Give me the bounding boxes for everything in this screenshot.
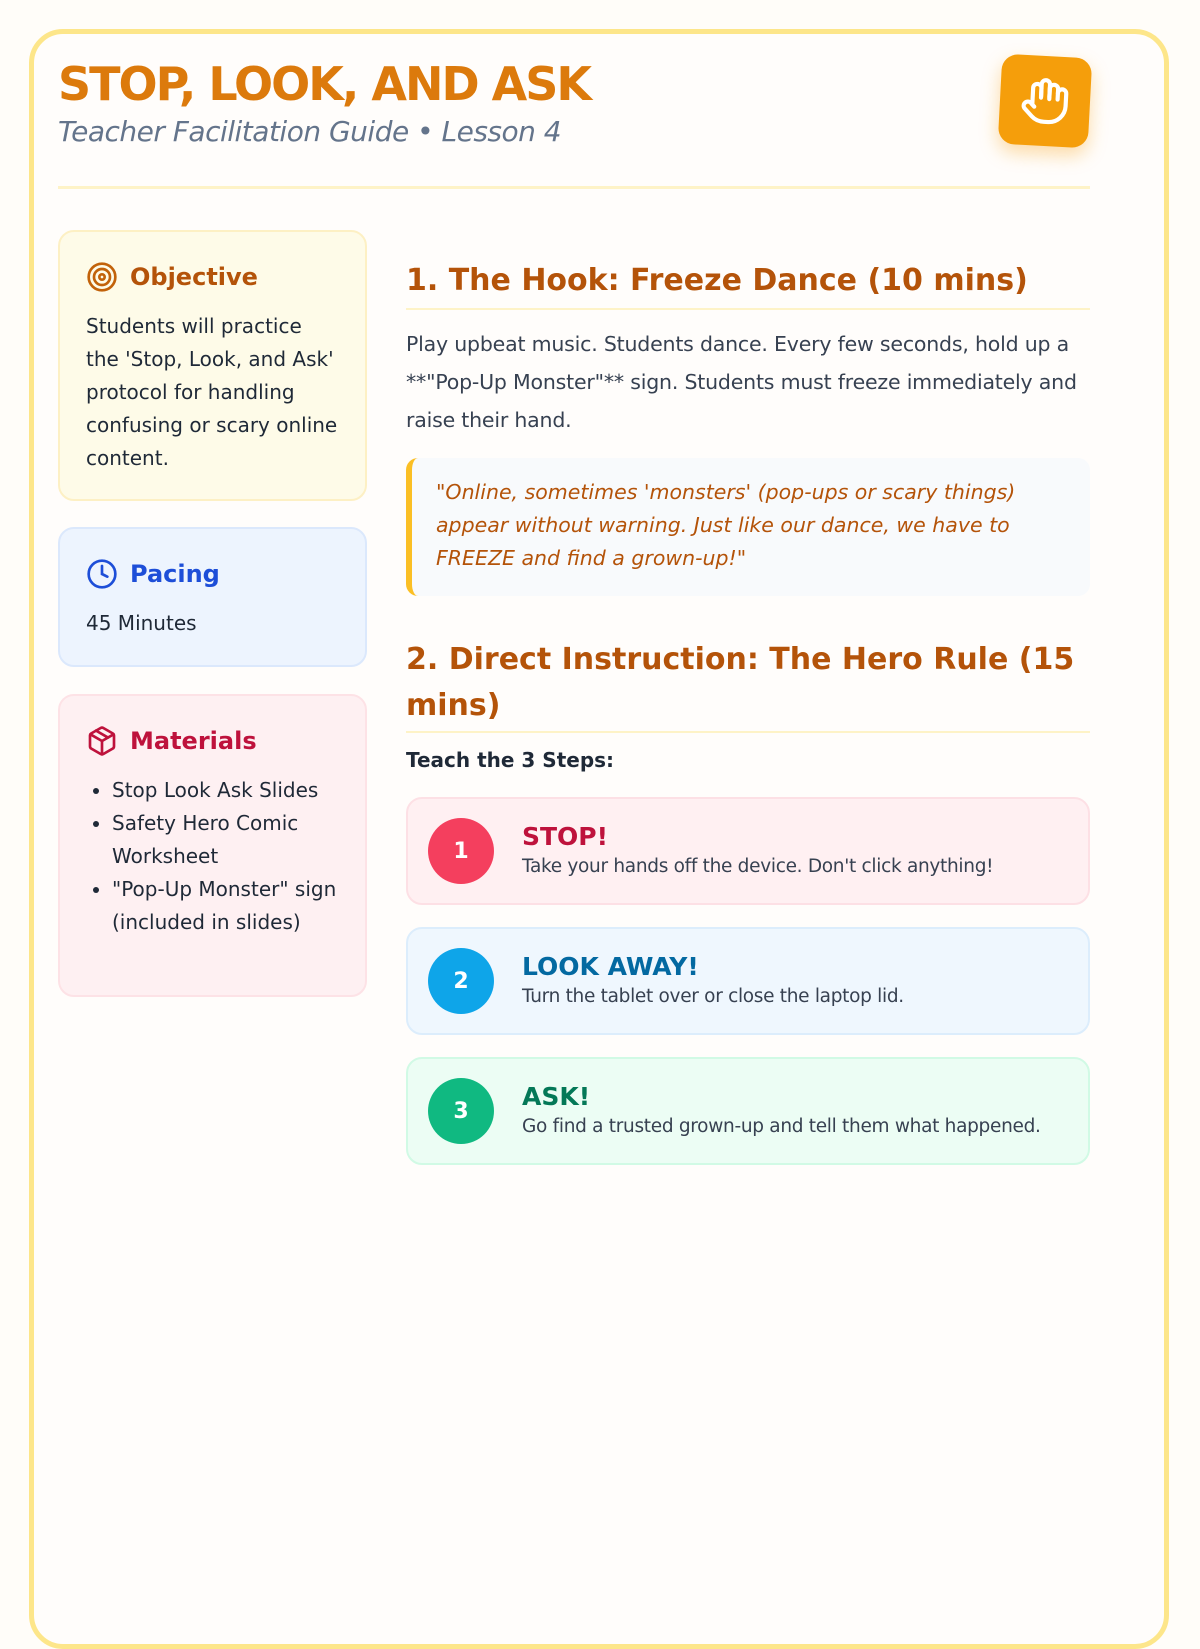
step-card-look-away	[406, 927, 1090, 1035]
pacing-title: Pacing	[130, 560, 220, 588]
pacing-header	[86, 557, 339, 591]
step-number: 1	[428, 818, 494, 884]
step-card-ask	[406, 1057, 1090, 1165]
step-text	[522, 821, 993, 881]
objective-title: Objective	[130, 263, 258, 291]
objective-text: Students will practice the 'Stop, Look, and Ask' protocol for handling confusing or scary online content.	[86, 314, 338, 470]
teacher-quote: "Online, sometimes 'monsters' (pop-ups or scary things) appear without warning. Just like our dance, we have to FREEZE and find a grown-up!"	[406, 458, 1090, 596]
package-icon	[86, 725, 118, 757]
step-text	[522, 951, 904, 1011]
section-1-title: 1. The Hook: Freeze Dance (10 mins)	[406, 263, 1028, 298]
step-card-stop	[406, 797, 1090, 905]
header	[58, 55, 1098, 148]
materials-item: • "Pop-Up Monster" sign (included in slides)	[112, 873, 339, 939]
section-1-text: Play upbeat music. Students dance. Every few seconds, hold up a **"Pop-Up Monster"** sign. Students must freeze immediately and raise their hand.	[406, 332, 1077, 432]
pacing-text: 45 Minutes	[86, 611, 197, 635]
section-1-divider	[406, 308, 1090, 310]
hand-icon	[1019, 75, 1072, 128]
section-2-title: 2. Direct Instruction: The Hero Rule (15 mins)	[406, 642, 1075, 723]
materials-item: • Stop Look Ask Slides	[112, 774, 339, 807]
step-title: STOP!	[522, 822, 609, 851]
step-title: ASK!	[522, 1082, 591, 1111]
step-description: Take your hands off the device. Don't click anything!	[522, 856, 994, 877]
header-divider	[58, 186, 1090, 189]
materials-list	[86, 774, 339, 939]
target-icon	[86, 261, 118, 293]
step-title: LOOK AWAY!	[522, 952, 699, 981]
materials-item: • Safety Hero Comic Worksheet	[112, 807, 339, 873]
objective-header	[86, 260, 339, 294]
step-number: 3	[428, 1078, 494, 1144]
step-number: 2	[428, 948, 494, 1014]
pacing-card	[58, 527, 367, 667]
step-text	[522, 1081, 1041, 1141]
page-title: STOP, LOOK, AND ASK	[58, 57, 591, 111]
steps-intro: Teach the 3 Steps:	[406, 748, 615, 772]
section-2-divider	[406, 731, 1090, 733]
step-description: Turn the tablet over or close the laptop lid.	[522, 986, 904, 1007]
clock-icon	[86, 558, 118, 590]
objective-card	[58, 230, 367, 501]
materials-title: Materials	[130, 727, 257, 755]
materials-card	[58, 694, 367, 997]
page-subtitle: Teacher Facilitation Guide • Lesson 4	[58, 115, 562, 148]
step-description: Go find a trusted grown-up and tell them what happened.	[522, 1116, 1041, 1137]
materials-header	[86, 724, 339, 758]
hand-badge	[998, 54, 1093, 149]
